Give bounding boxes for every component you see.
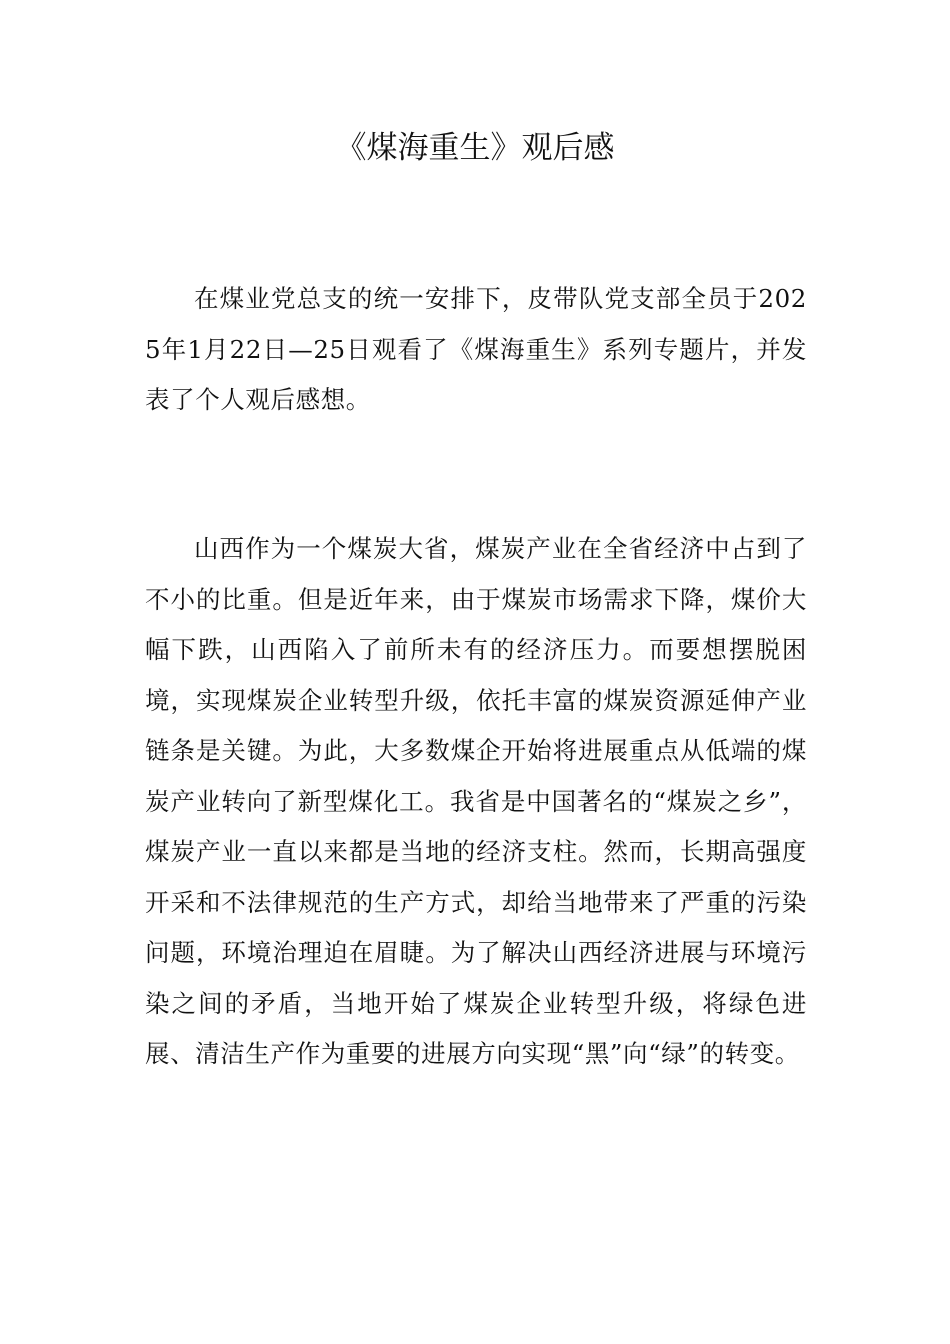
- document-title: 《煤海重生》观后感: [335, 130, 615, 166]
- intro-paragraph: 在煤业党总支的统一安排下，皮带队党支部全员于2025年1月22日—25日观看了《煤海重生》系列专题片，并发表了个人观后感想。: [145, 284, 807, 414]
- body-paragraph: 山西作为一个煤炭大省，煤炭产业在全省经济中占到了不小的比重。但是近年来，由于煤炭市场需求下降，煤价大幅下跌，山西陷入了前所未有的经济压力。而要想摆脱困境，实现煤炭企业转型升级，依托丰富的煤炭资源延伸产业链条是关键。为此，大多数煤企开始将进展重点从低端的煤炭产业转向了新型煤化工。我省是中国著名的“煤炭之乡”，煤炭产业一直以来都是当地的经济支柱。然而，长期高强度开采和不法律规范的生产方式，却给当地带来了严重的污染问题，环境治理迫在眉睫。为了解决山西经济进展与环境污染之间的矛盾，当地开始了煤炭企业转型升级，将绿色进展、清洁生产作为重要的进展方向实现“黑”向“绿”的转变。: [145, 534, 807, 1068]
